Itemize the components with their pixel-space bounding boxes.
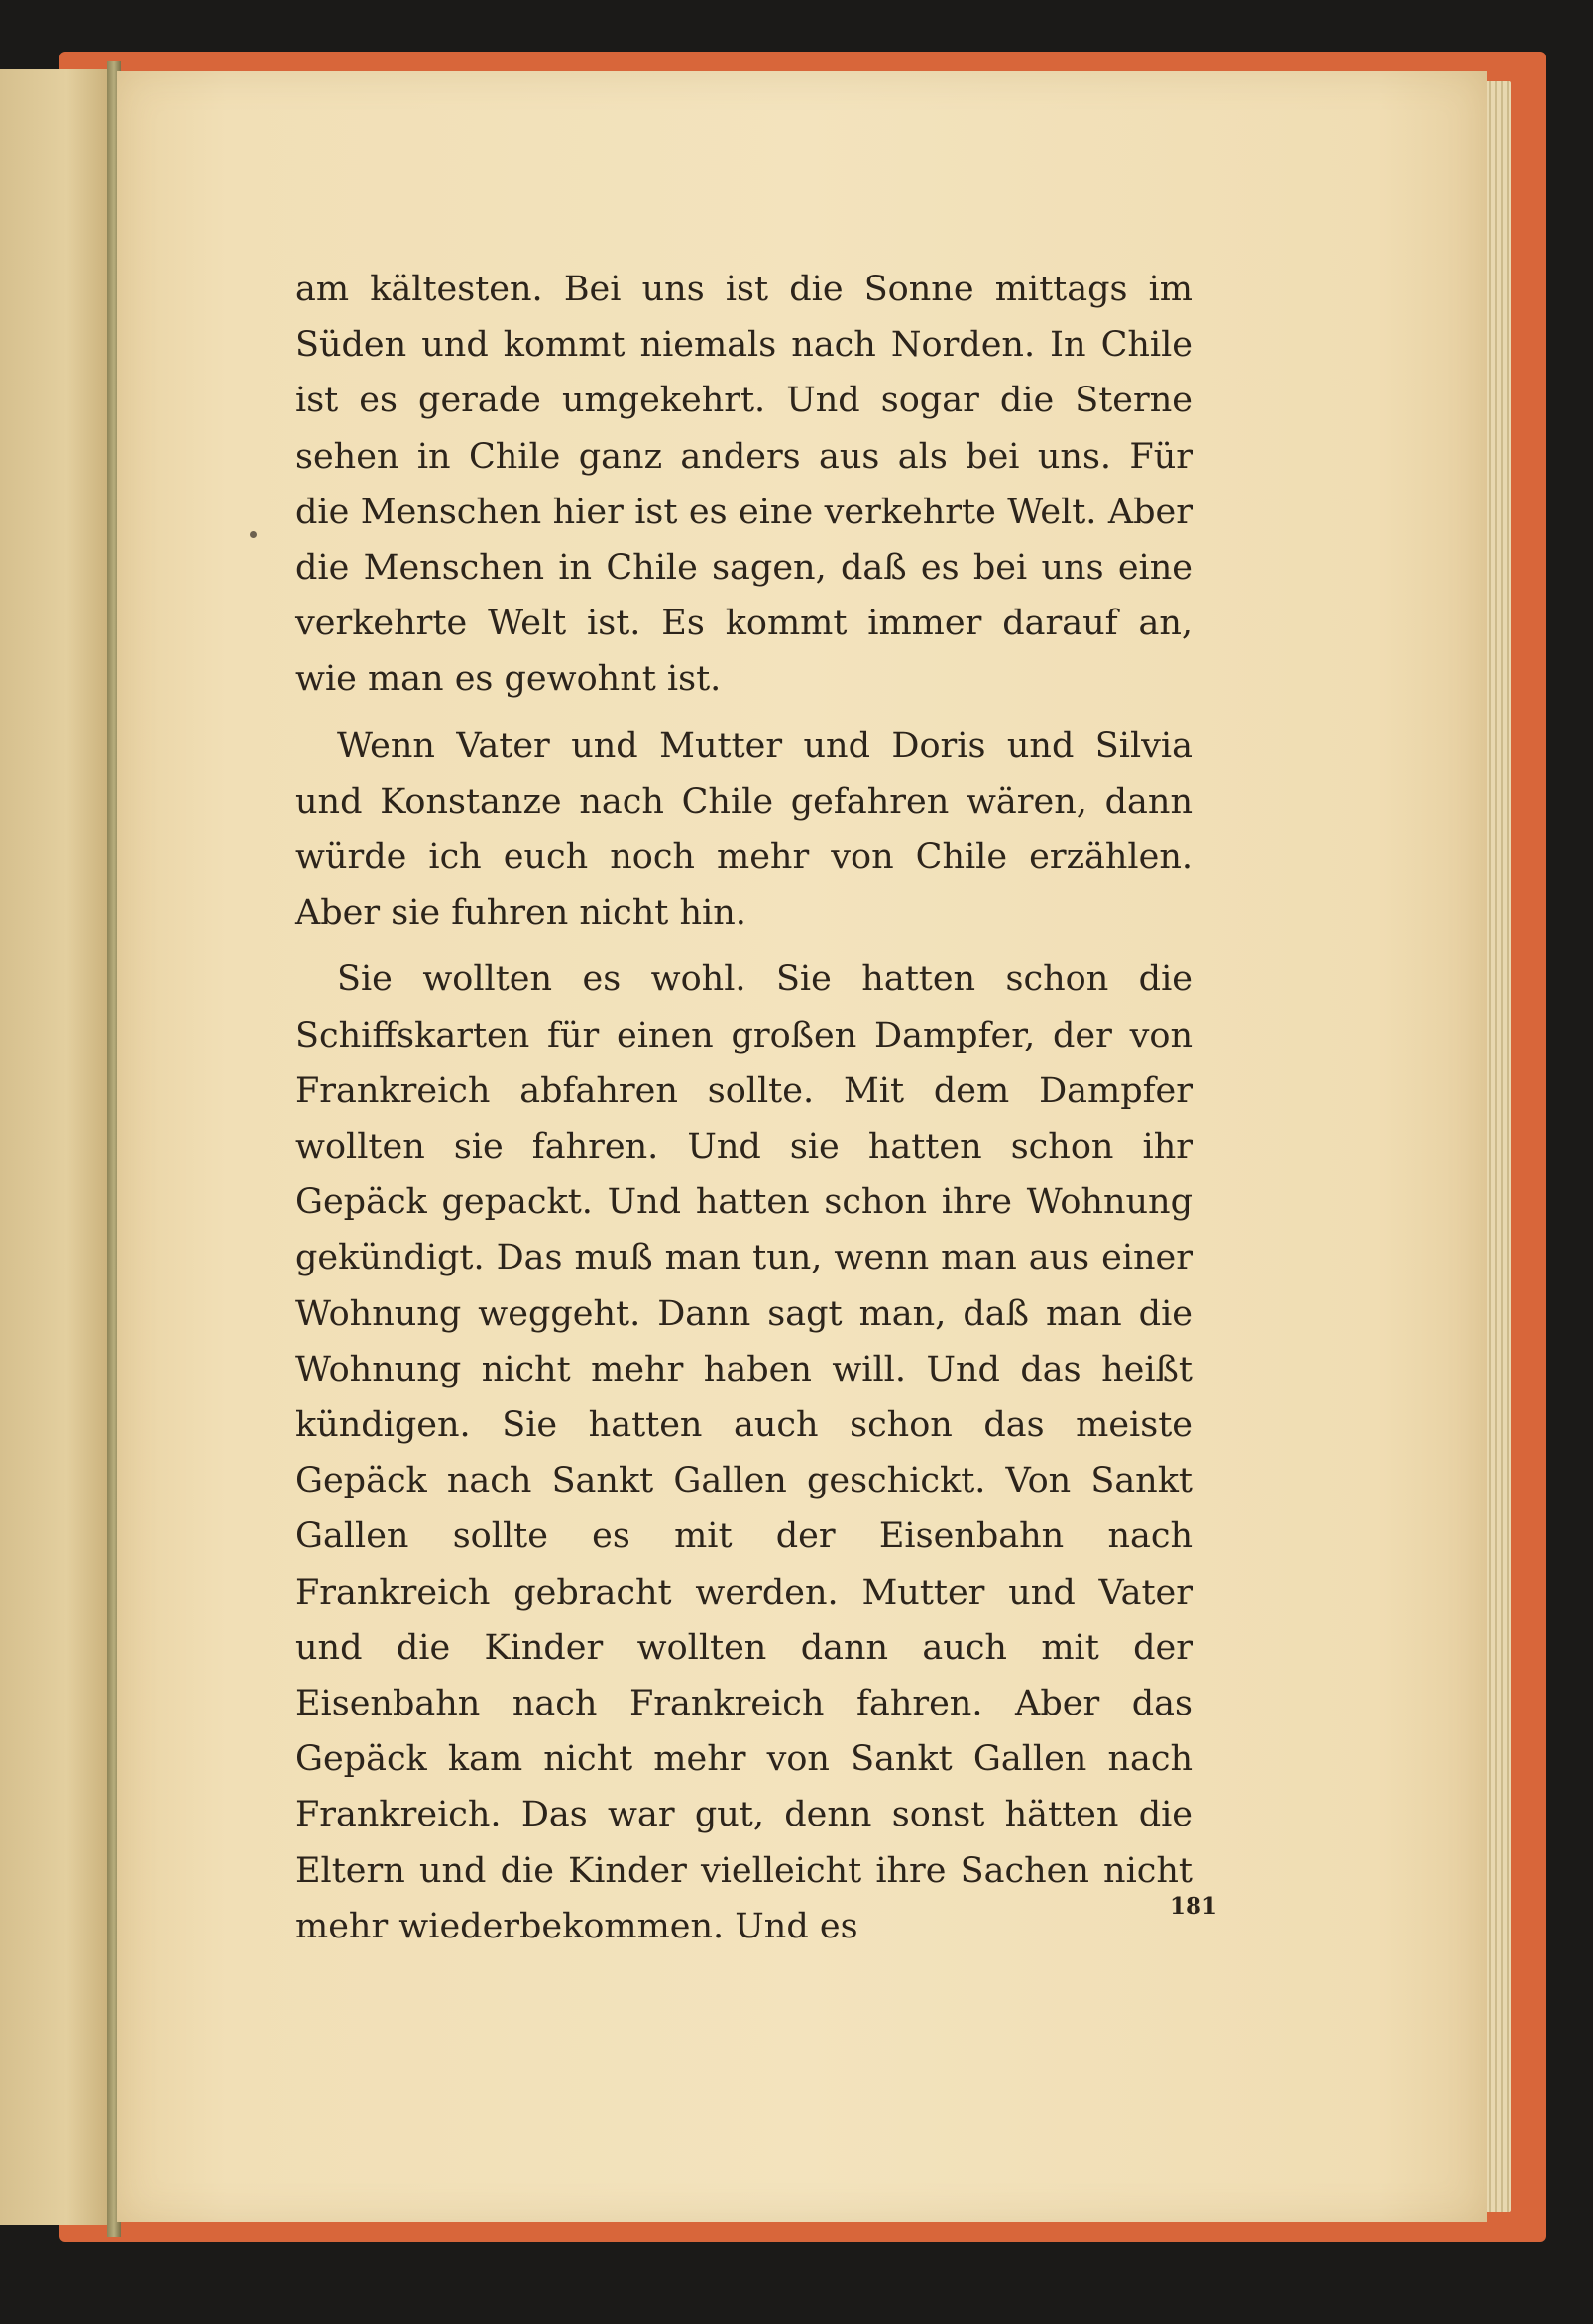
right-page xyxy=(117,71,1487,2222)
paper-speck xyxy=(250,531,257,538)
left-page xyxy=(0,69,111,2225)
paragraph-3: Sie wollten es wohl. Sie hatten schon die Schiffskarten für einen großen Dampfer, der von Frankreich abfahren sollte. Mit dem Dampfer wollten sie fahren. Und sie hatten schon ihr Gepäck gepackt. Und hatten schon ihre Wohnung gekündigt. Das muß man tun, wenn man aus einer Wohnung weggeht. Dann sagt man, daß man die Wohnung nicht mehr haben will. Und das heißt kündigen. Sie hatten auch schon das meiste Gepäck nach Sankt Gallen geschickt. Von Sankt Gallen sollte es mit der Eisenbahn nach Frankreich gebracht werden. Mutter und Vater und die Kinder wollten dann auch mit der Eisenbahn nach Frankreich fahren. Aber das Gepäck kam nicht mehr von Sankt Gallen nach Frankreich. Das war gut, denn sonst hätten die Eltern und die Kinder vielleicht ihre Sachen nicht mehr wiederbekommen. Und es xyxy=(295,959,1193,1946)
body-text xyxy=(295,262,1193,1954)
paragraph-2: Wenn Vater und Mutter und Doris und Silvia und Konstanze nach Chile gefahren wären, dann würde ich euch noch mehr von Chile erzählen. Aber sie fuhren nicht hin. xyxy=(295,725,1193,934)
paragraph-1: am kältesten. Bei uns ist die Sonne mittags im Süden und kommt niemals nach Norden. In Chile ist es gerade umgekehrt. Und sogar die Sterne sehen in Chile ganz anders aus als bei uns. Für die Menschen hier ist es eine verkehrte Welt. Aber die Menschen in Chile sagen, daß es bei uns eine verkehrte Welt ist. Es kommt immer darauf an, wie man es gewohnt ist. xyxy=(295,270,1193,700)
page-number: 181 xyxy=(1169,1893,1217,1920)
